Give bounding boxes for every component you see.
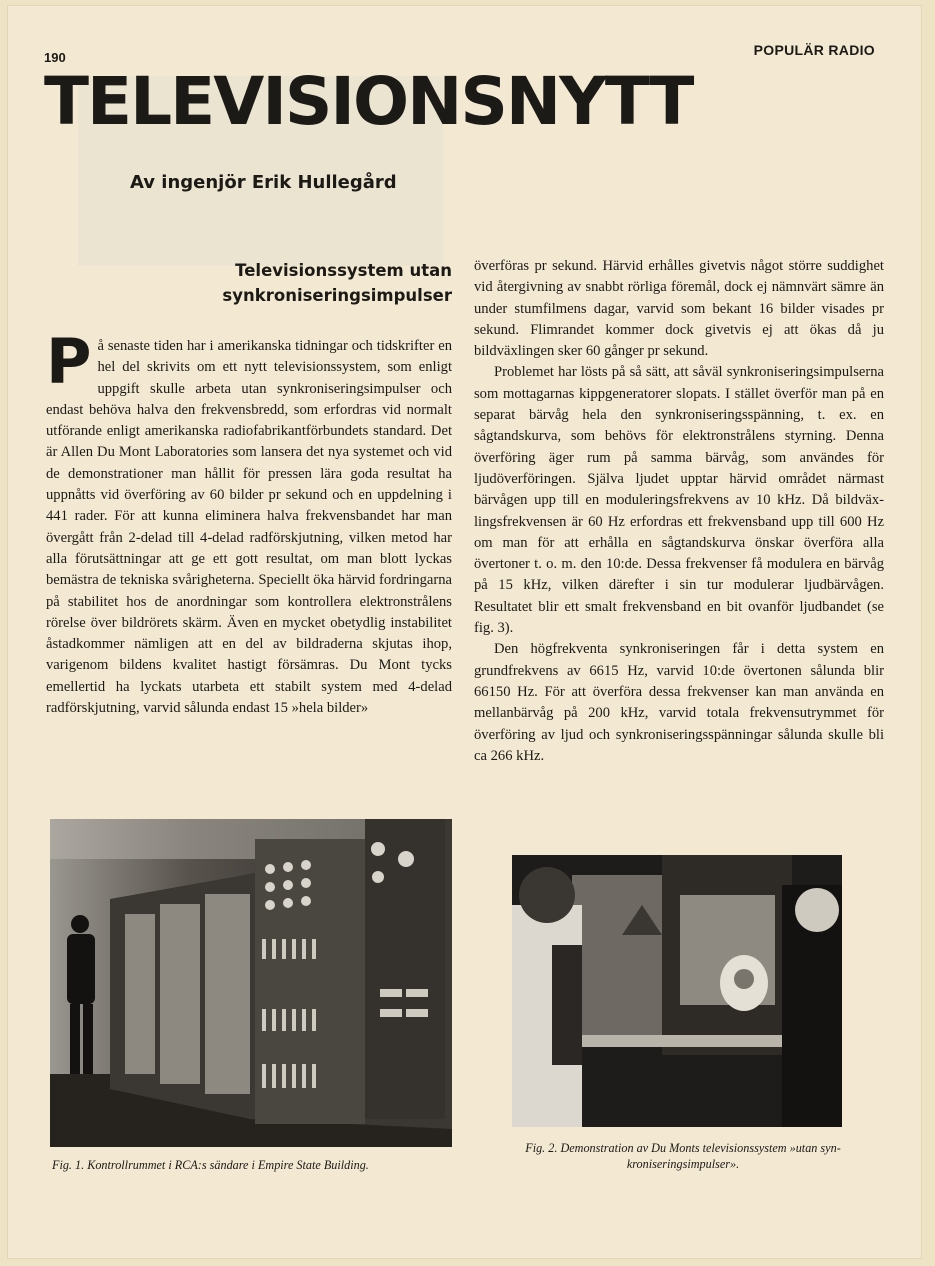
text-column-right (474, 256, 884, 767)
text-column-left (46, 325, 452, 719)
figure-1-caption: Fig. 1. Kontrollrummet i RCA:s sändare i Empire State Building. (52, 1158, 369, 1172)
demonstration-image (512, 855, 842, 1127)
section-subhead (222, 258, 452, 308)
paragraph-text: å senaste tiden har i amerikanska tidningar och tidskrifter en hel del skrivits om ett nytt televisionssystem, som enligt uppgift skulle arbeta utan synkroniseringsimpulser och endast behöva halva den frekvensbredd, som erfordras vid normalt utförande enligt amerikanska radiofabrikantförbundets standard. Det är Allen Du Mont Laboratories som lansera det nya systemet och vid de demonstrationer man hållit för pressen lära goda resultat ha uppnåtts vid överföring av 60 bilder pr sekund och en uppdelning i 441 rader. För att kunna eliminera halva frekvensbandet har man övergått från 2-delad till 4-delad radförskjutning, vilken metod har alla förutsättningar att ge ett gott resultat, om man blott lyckas bemästra de tekniska svårigheterna. Speciellt öka härvid fordringarna på stabilitet hos de anordningar som kontrollera elektronstrålens rörelse över bildrörets skärm. Även en mycket obetydlig instabilitet åstadkommer nämligen att en del av bildraderna skjutas ihop, varigenom bildens kvalitet hastigt försämras. Du Mont tycks emellertid ha lyckats utarbeta ett stabilt system med 4-delad radförskjutning, varvid sålunda endast 15 »hela bilder» (46, 338, 452, 717)
running-head: POPULÄR RADIO (753, 42, 875, 58)
page-number: 190 (44, 50, 66, 65)
figure-2-caption: Fig. 2. Demonstration av Du Monts televisionssystem »utan synkroniseringsimpulser». (525, 1141, 841, 1171)
subhead-line: Televisionssystem utan (235, 261, 452, 280)
paragraph: Den högfrekventa synkroniseringen får i detta system en grundfrekvens av 6615 Hz, varvid 10:de övertonen sålunda blir 66150 Hz. För att överföra dessa frekvenser kan man använda en mellanbärvåg på 200 kHz, varvid totala frekvensutrymmet för överföring av ljud och synkroniseringsspänningar sålunda skulle bli ca 266 kHz. (474, 641, 884, 764)
subhead-line: synkroniseringsimpulser (222, 286, 452, 305)
paragraph: Problemet har lösts på så sätt, att såväl synkroniseringsimpulserna som mottagarnas kippgeneratorer slopats. I stället överför man på en separat bärvåg hela den synkroniseringsspänning, t. ex. en sågtandskurva, som behövs för elektronstrålens styrning. Denna överföring äger rum på samma bärvåg, som användes för ljudöverföringen. Själva ljudet upptar härvid området närmast bärvågen upp till en moduleringsfrekvens av 10 kHz. Då bildväxlingsfrekvensen är 60 Hz erfordras ett frekvensband upp till 600 Hz om man för att erhålla en sågtandskurva önskar överföra alla övertoner t. o. m. den 10:de. Dessa frekvenser få modulera en bärvåg på 15 kHz, vilken därefter i sin tur modulerar ljudbärvågen. Resultatet blir ett smalt frekvensband en bit ovanför ljudbandet (se fig. 3). (474, 364, 884, 637)
control-room-image (50, 819, 452, 1147)
paragraph: överföras pr sekund. Härvid erhålles givetvis något större suddighet vid återgivning av snabbt rörliga föremål, dock ej nämnvärt sämre än under stumfilmens dagar, varvid som bekant 16 bilder visades pr sekund. Flimrandet kommer dock givetvis ej att ökas då ju bildväxlingen sker 60 gånger pr sekund. (474, 258, 884, 360)
paragraph (46, 325, 452, 719)
drop-cap: P (46, 325, 92, 398)
figure-2-photo (512, 855, 842, 1127)
figure-1-photo (50, 819, 452, 1147)
byline: Av ingenjör Erik Hullegård (130, 172, 397, 193)
article-title: TELEVISIONSNYTT (44, 63, 693, 140)
